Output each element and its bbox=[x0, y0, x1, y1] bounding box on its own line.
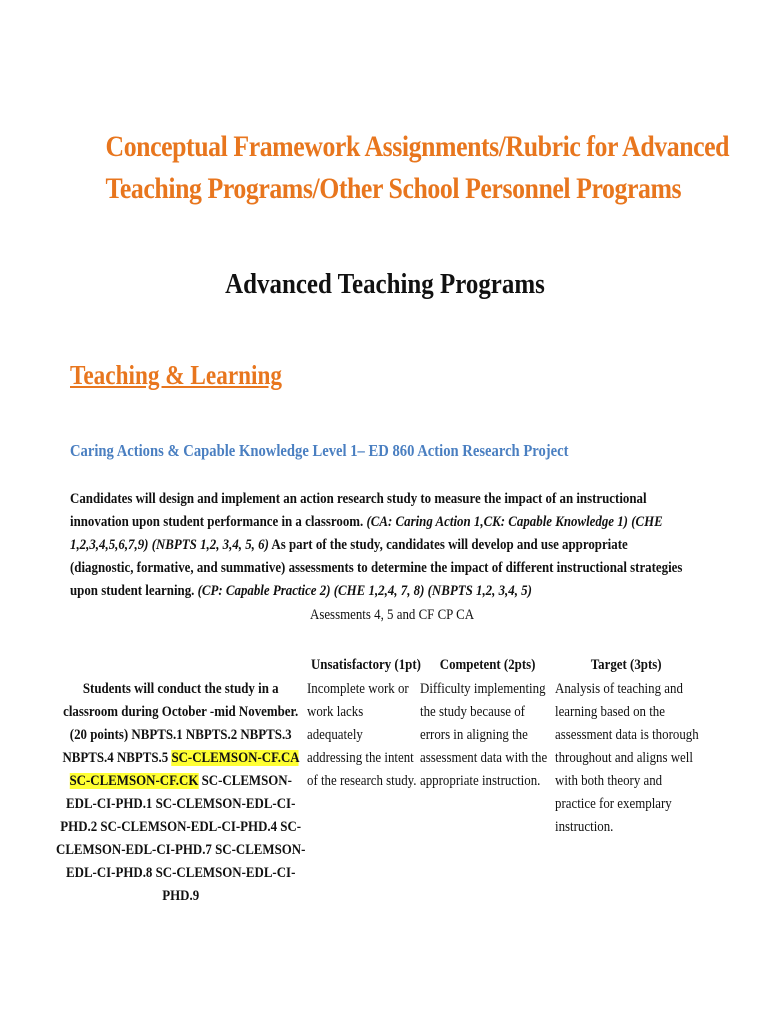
rubric-cell-target: Analysis of teaching and learning based on the assessment data is thorough throughout and aligns well with both theory and practice for exemplary instruction. bbox=[555, 681, 699, 835]
page-subtitle: Advanced Teaching Programs bbox=[225, 268, 545, 300]
section-heading: Teaching & Learning bbox=[70, 360, 283, 390]
highlight-cf-ck: SC-CLEMSON-CF.CK bbox=[69, 773, 199, 789]
highlight-cf-ca: SC-CLEMSON-CF.CA bbox=[171, 750, 299, 766]
rubric-cell-unsatisfactory: Incomplete work or work lacks adequately addressing the intent of the research study. bbox=[307, 681, 417, 789]
page-title-line-1: Conceptual Framework Assignments/Rubric for Advanced bbox=[105, 130, 730, 163]
assignment-description bbox=[70, 488, 770, 603]
description-part-1: Candidates will design and implement an action research study to measure the impact of an instructional innovation upon student performance in a classroom. bbox=[70, 491, 647, 530]
rubric-cell-competent: Difficulty implementing the study because of errors in aligning the assessment data with the appropriate instruction. bbox=[420, 681, 548, 789]
assignment-description-text bbox=[70, 488, 694, 603]
assignment-heading: Caring Actions & Capable Knowledge Level 1– ED 860 Action Research Project bbox=[70, 441, 569, 460]
description-part-2: As part of the study, candidates will develop and use appropriate (diagnostic, formative, and summative) assessments to determine the impact of different instructional strategies upon student learning. bbox=[70, 537, 683, 599]
rubric-header-competent: Competent (2pts) bbox=[440, 657, 536, 673]
page-title bbox=[105, 126, 730, 210]
rubric-header-unsatisfactory: Unsatisfactory (1pt) bbox=[310, 657, 421, 673]
description-standards-1: (CA: Caring Action 1,CK: Capable Knowledge 1) (CHE 1,2,3,4,5,6,7,9) (NBPTS 1,2, 3,4, 5, 6) bbox=[70, 514, 663, 553]
assessments-line: Asessments 4, 5 and CF CP CA bbox=[310, 607, 475, 623]
rubric-header-target: Target (3pts) bbox=[590, 657, 662, 673]
description-standards-2: (CP: Capable Practice 2) (CHE 1,2,4, 7, 8) (NBPTS 1,2, 3,4, 5) bbox=[197, 583, 532, 599]
rubric-criterion: Students will conduct the study in a classroom during October -mid November. (20 points) NBPTS.1 NBPTS.2 NBPTS.3 NBPTS.4 NBPTS.5 SC-CLEMSON-CF.CA SC-CLEMSON-CF.CK SC-CLEMSON-EDL-CI-PHD.1 SC-CLEMSON-EDL-CI-PHD.2 SC-CLEMSON-EDL-CI-PHD.4 SC-CLEMSON-EDL-CI-PHD.7 SC-CLEMSON-EDL-CI-PHD.8 SC-CLEMSON-EDL-CI-PHD.9 bbox=[56, 681, 306, 904]
page-title-line-2: Teaching Programs/Other School Personnel Programs bbox=[105, 172, 682, 205]
